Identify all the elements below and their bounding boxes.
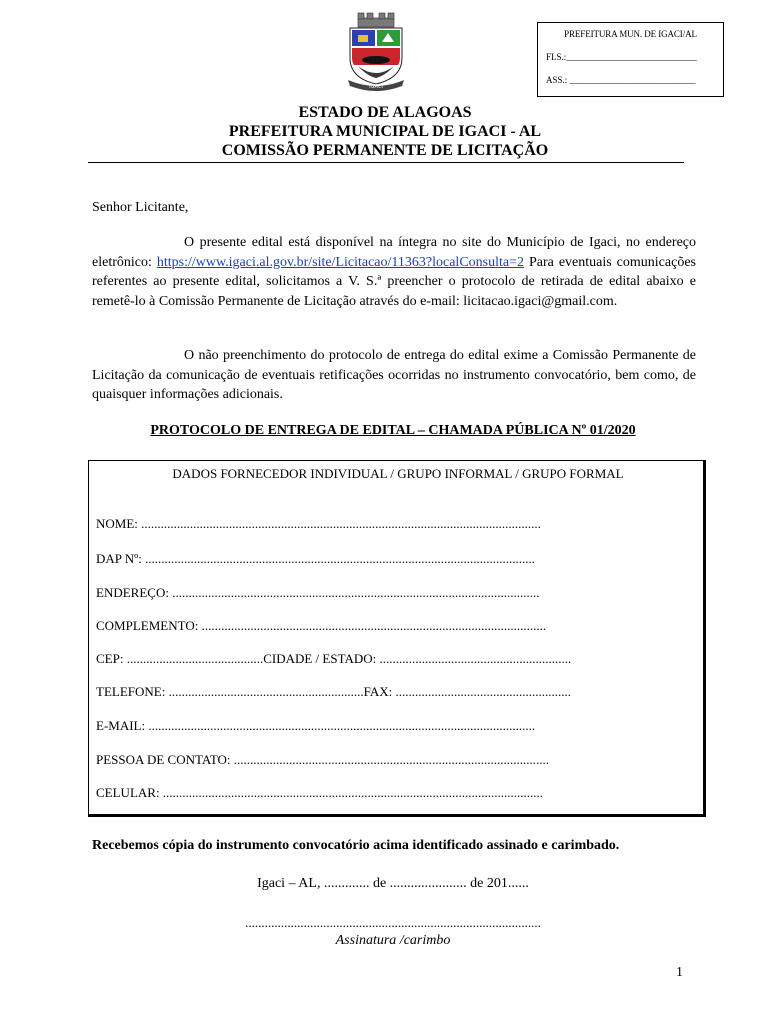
signature-caption: Assinatura /carimbo xyxy=(335,933,451,948)
stamp-title: PREFEITURA MUN. DE IGACI/AL xyxy=(564,29,697,39)
field-email[interactable]: E-MAIL: ....................................................................................................................... xyxy=(96,718,536,733)
field-cep-cidade[interactable]: CEP: ..........................................CIDADE / ESTADO: ........................................................... xyxy=(96,651,572,666)
date-line[interactable]: Igaci – AL, ............. de ...................... de 201...... xyxy=(257,876,529,891)
signature-line[interactable]: ........................................................................................... xyxy=(245,915,541,930)
stamp-ass-line: ASS.: ____________________________ xyxy=(546,75,696,85)
paragraph-intro-text: O presente edital está disponível na íntegra no site do Município de Igaci, no endereço eletrônico: xyxy=(92,235,696,270)
page-number: 1 xyxy=(676,965,683,980)
header-commission: COMISSÃO PERMANENTE DE LICITAÇÃO xyxy=(221,142,549,159)
protocol-stamp-box xyxy=(537,22,724,97)
municipal-crest-icon xyxy=(340,10,412,92)
paragraph-notice xyxy=(92,346,696,405)
header-divider xyxy=(88,162,684,163)
field-complemento[interactable]: COMPLEMENTO: .......................................................................................................... xyxy=(96,618,547,633)
supplier-form-box xyxy=(88,460,706,817)
form-title: DADOS FORNECEDOR INDIVIDUAL / GRUPO INFORMAL / GRUPO FORMAL xyxy=(172,466,624,481)
header-state: ESTADO DE ALAGOAS xyxy=(298,104,472,121)
field-endereco[interactable]: ENDEREÇO: ................................................................................................................. xyxy=(96,585,540,600)
salutation: Senhor Licitante, xyxy=(92,200,189,215)
confirmation-text: Recebemos cópia do instrumento convocatório acima identificado assinado e carimbado. xyxy=(92,838,620,853)
field-pessoa-contato[interactable]: PESSOA DE CONTATO: ................................................................................................. xyxy=(96,752,550,767)
crest-ribbon-text: IGACI xyxy=(369,84,383,90)
protocol-title: PROTOCOLO DE ENTREGA DE EDITAL – CHAMADA PÚBLICA Nº 01/2020 xyxy=(150,423,636,438)
edital-link[interactable]: https://www.igaci.al.gov.br/site/Licitacao/11363?localConsulta=2 xyxy=(156,254,524,270)
field-dap[interactable]: DAP Nº: ........................................................................................................................ xyxy=(96,551,536,566)
stamp-fls-line: FLS.:_____________________________ xyxy=(546,52,697,62)
paragraph-notice-text: O não preenchimento do protocolo de entrega do edital exime a Comissão Permanente de Licitação da comunicação de eventuais retificações ocorridas no instrumento convocatório, bem como, de quaisquer informações adicionais. xyxy=(92,348,696,402)
header-prefeitura: PREFEITURA MUNICIPAL DE IGACI - AL xyxy=(228,123,542,140)
field-celular[interactable]: CELULAR: ..................................................................................................................... xyxy=(96,785,544,800)
paragraph-intro xyxy=(92,233,696,311)
paragraph-intro-rest: Para eventuais comunicações referentes ao presente edital, solicitamos a V. S.ª preencher o protocolo de retirada de edital abaixo e remetê-lo à Comissão Permanente de Licitação através do e-mail: licitacao.igaci@gmail.com. xyxy=(92,254,696,309)
field-telefone-fax[interactable]: TELEFONE: ............................................................FAX: ...................................................... xyxy=(96,684,571,699)
field-nome[interactable]: NOME: ........................................................................................................................... xyxy=(96,516,541,531)
